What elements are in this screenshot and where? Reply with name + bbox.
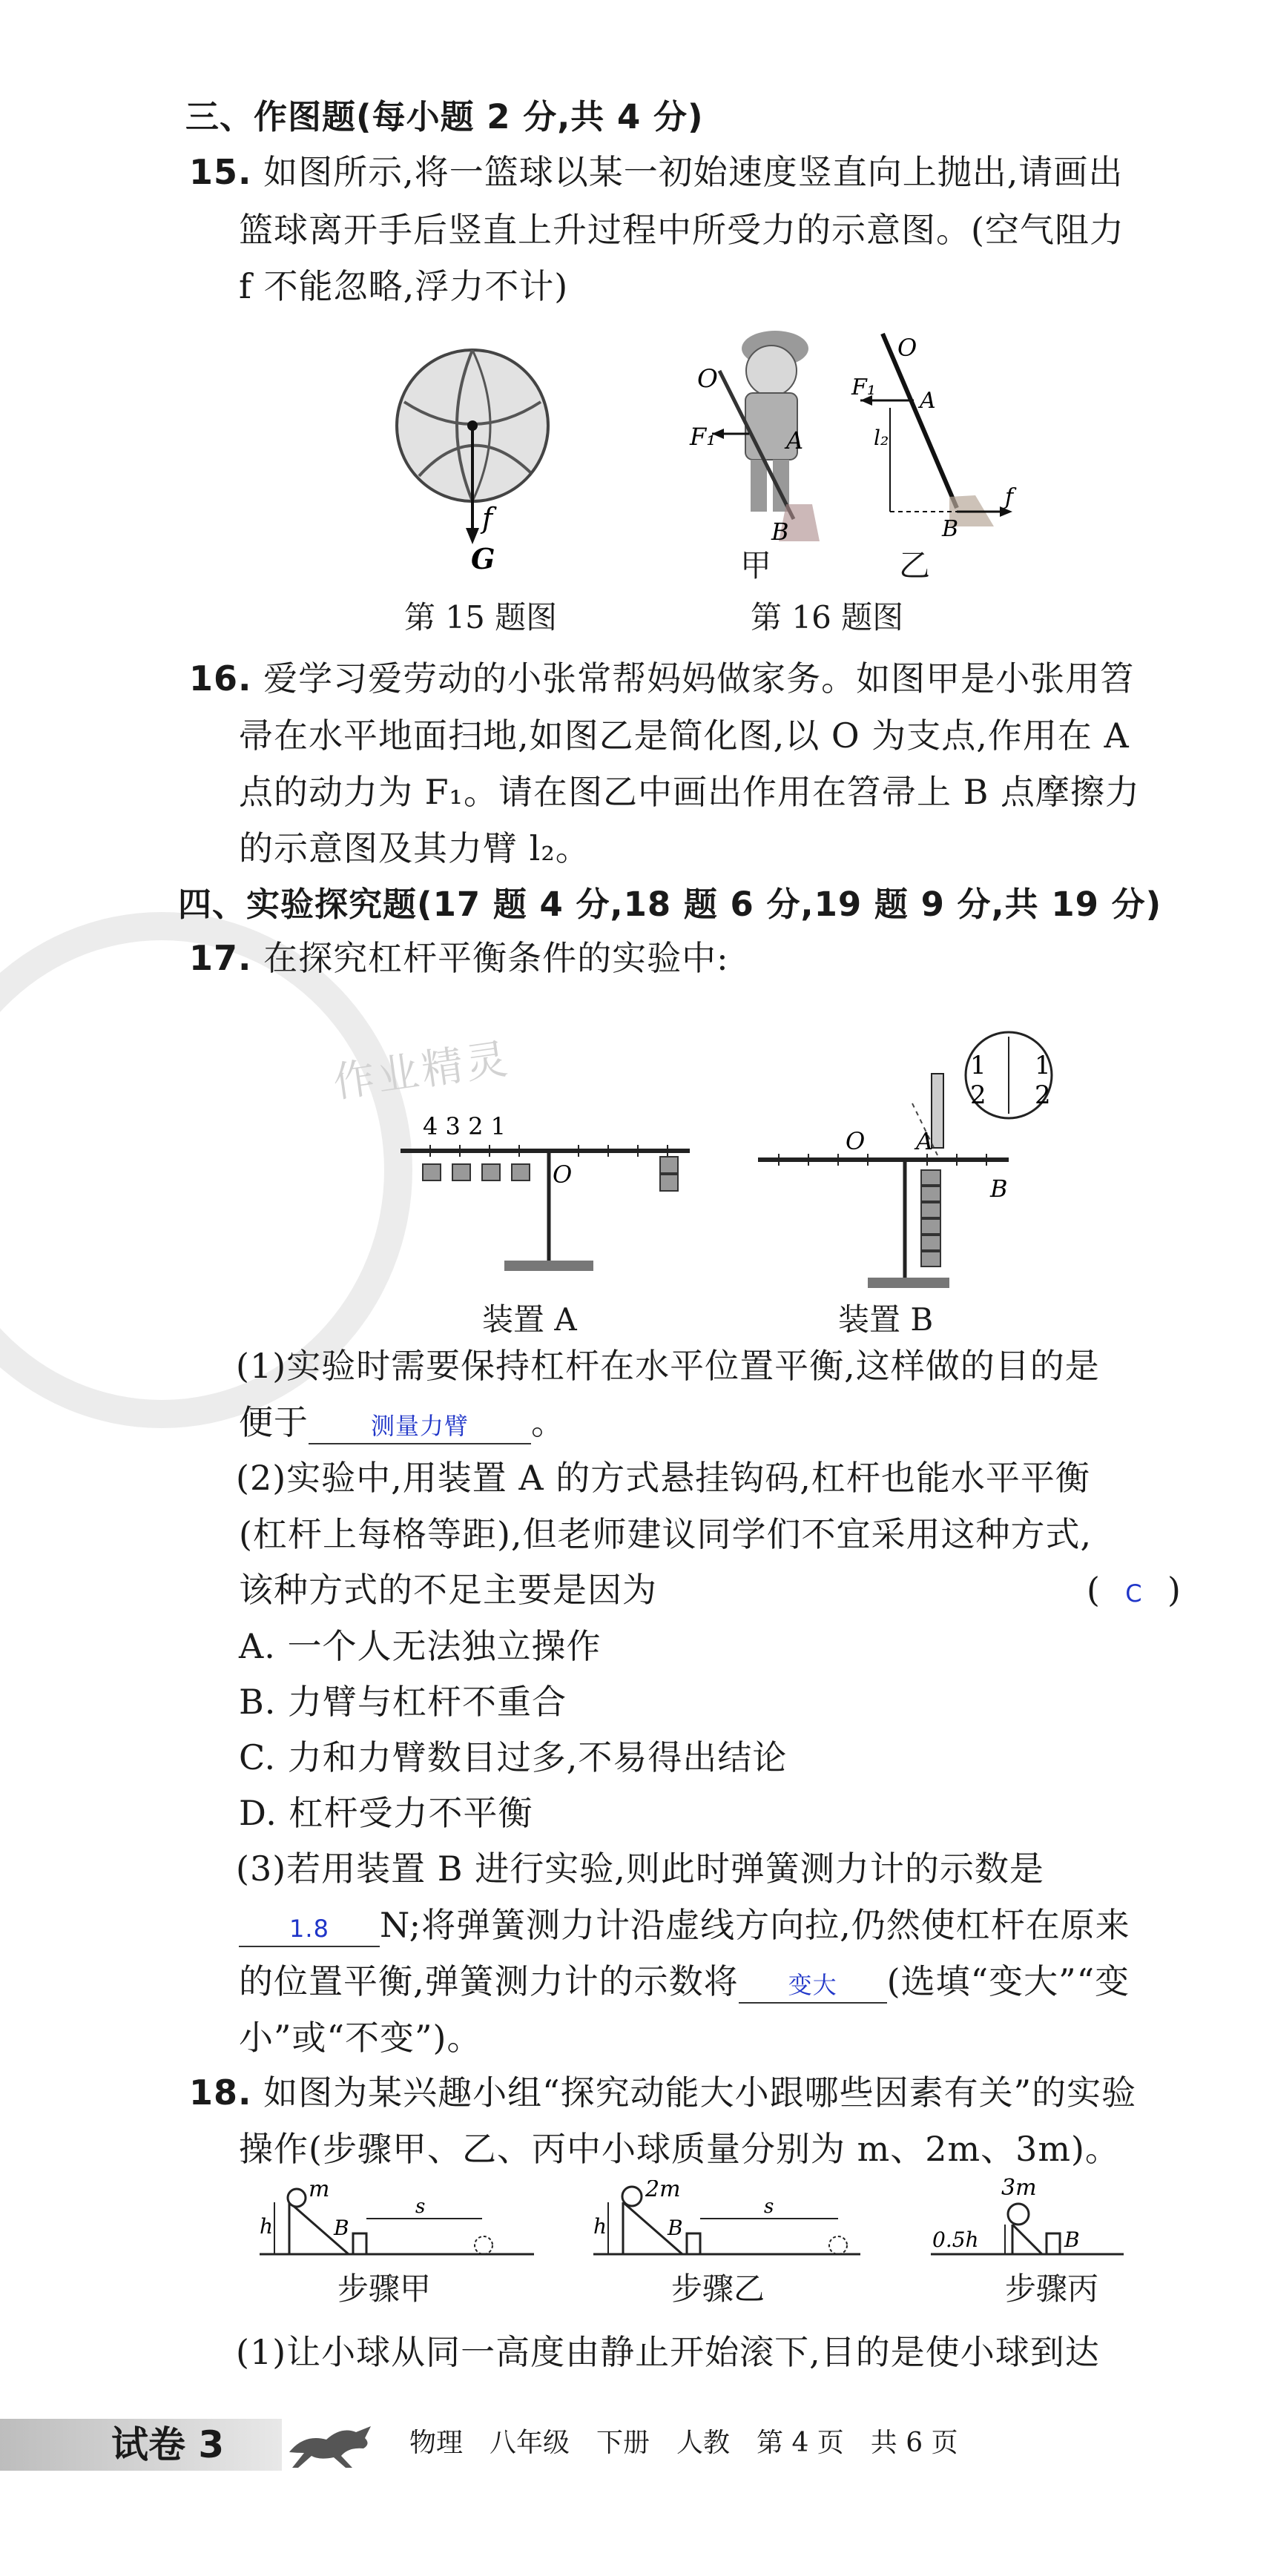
q17-part2-line3: 该种方式的不足主要是因为 <box>239 1570 657 1610</box>
q18-number: 18. <box>189 2073 252 2113</box>
step-bing-h: 0.5h <box>932 2227 979 2252</box>
fig16-sub-jia: 甲 <box>740 547 772 584</box>
step-jia-figure <box>260 2180 534 2262</box>
q18-text1: 如图为某兴趣小组“探究动能大小跟哪些因素有关”的实验 <box>263 2073 1137 2113</box>
lever-device-b <box>749 1029 1075 1296</box>
q17-part3-line1: (3)若用装置 B 进行实验,则此时弹簧测力计的示数是 <box>236 1849 1044 1889</box>
q17-part1-answer[interactable]: 测量力臂 <box>309 1409 531 1444</box>
step-yi-figure <box>593 2180 860 2262</box>
q17-part2-answer[interactable]: C <box>1125 1579 1143 1608</box>
q17-option-d: D. 杠杆受力不平衡 <box>239 1793 533 1833</box>
fig15-caption: 第 15 题图 <box>404 599 558 635</box>
fig15-label-G: G <box>471 542 495 575</box>
q17-option-b: B. 力臂与杠杆不重合 <box>239 1682 567 1722</box>
q18-line1 <box>189 2070 1136 2115</box>
step-bing-figure <box>931 2173 1124 2262</box>
section-heading-4: 四、实验探究题(17 题 4 分,18 题 6 分,19 题 9 分,共 19 分) <box>178 885 1162 924</box>
step-yi-mass: 2m <box>645 2180 681 2202</box>
q17-part3-answer2[interactable]: 变大 <box>739 1968 887 2004</box>
footer-info: 物理 八年级 下册 人教 第 4 页 共 6 页 <box>409 2428 958 2458</box>
step-bing-mass: 3m <box>1001 2175 1037 2201</box>
fig16a-label-B: B <box>771 518 789 541</box>
step-yi-B: B <box>668 2216 683 2240</box>
fig16b-label-f: f <box>1005 484 1014 510</box>
fig16b-label-F1: F₁ <box>851 374 876 400</box>
fig16b-label-l2: l₂ <box>874 426 889 450</box>
step-jia-mass: m <box>309 2180 330 2202</box>
q16-line3: 点的动力为 F₁。请在图乙中画出作用在笤帚上 B 点摩擦力 <box>239 772 1141 812</box>
q17-intro-text: 在探究杠杆平衡条件的实验中: <box>263 938 729 978</box>
fig16a-label-A: A <box>786 426 804 455</box>
device-b-label-B: B <box>990 1175 1008 1203</box>
q18-line2: 操作(步骤甲、乙、丙中小球质量分别为 m、2m、3m)。 <box>239 2129 1120 2169</box>
lever-device-a <box>386 1083 697 1290</box>
step-jia-h: h <box>260 2214 274 2239</box>
footer-paper-title: 试卷 3 <box>111 2423 225 2466</box>
step-bing-B: B <box>1064 2227 1080 2252</box>
scale-label-1-right: 1 <box>1035 1051 1051 1080</box>
fig16a-label-F1: F₁ <box>690 423 716 451</box>
broom-simplified-figure <box>846 326 1024 541</box>
q17-part3-line2: 1.8 N;将弹簧测力计沿虚线方向拉,仍然使杠杆在原来 <box>239 1903 1130 1947</box>
q17-option-a: A. 一个人无法独立操作 <box>239 1626 602 1666</box>
q17-intro <box>189 936 729 980</box>
step-jia-caption: 步骤甲 <box>337 2270 432 2307</box>
q15-line1 <box>189 150 1123 194</box>
q16-line4: 的示意图及其力臂 l₂。 <box>239 828 590 868</box>
q17-part3-line3: 的位置平衡,弹簧测力计的示数将 变大 (选填“变大”“变 <box>239 1959 1130 2004</box>
q17-part2-line1: (2)实验中,用装置 A 的方式悬挂钩码,杠杆也能水平平衡 <box>236 1458 1090 1498</box>
fig16-sub-yi: 乙 <box>899 547 931 584</box>
step-jia-s: s <box>415 2196 426 2218</box>
watermark-text: 作业精灵 <box>330 1034 513 1108</box>
fig16b-label-B: B <box>942 516 959 541</box>
device-a-numbers: 4 3 2 1 <box>423 1112 506 1140</box>
scale-label-1-left: 1 <box>970 1051 986 1080</box>
q15-text1: 如图所示,将一篮球以某一初始速度竖直向上抛出,请画出 <box>263 152 1124 192</box>
scale-label-2-left: 2 <box>970 1080 986 1110</box>
q17-part3-line4: 小”或“不变”)。 <box>239 2018 482 2058</box>
fig16b-label-A: A <box>920 388 936 414</box>
q17-part2-answer-slot: ( C ) <box>1087 1570 1182 1610</box>
step-jia-B: B <box>334 2216 349 2240</box>
q15-number: 15. <box>189 152 252 192</box>
q17-part1-line2: 便于 测量力臂 。 <box>239 1400 566 1444</box>
section-heading-3: 三、作图题(每小题 2 分,共 4 分) <box>185 97 704 136</box>
q15-line2: 篮球离开手后竖直上升过程中所受力的示意图。(空气阻力 <box>239 210 1124 250</box>
q16-number: 16. <box>189 658 252 699</box>
fig15-label-f: f <box>482 502 493 535</box>
q17-number: 17. <box>189 938 252 978</box>
q18-part1-line1: (1)让小球从同一高度由静止开始滚下,目的是使小球到达 <box>236 2332 1100 2372</box>
device-b-label-A: A <box>916 1127 934 1155</box>
q15-line3: f 不能忽略,浮力不计) <box>239 266 569 306</box>
q17-part2-line2: (杠杆上每格等距),但老师建议同学们不宜采用这种方式, <box>239 1514 1093 1554</box>
q17-part1-line1: (1)实验时需要保持杠杆在水平位置平衡,这样做的目的是 <box>236 1346 1100 1386</box>
fig16b-label-O: O <box>897 334 917 362</box>
fig16-caption: 第 16 题图 <box>751 599 904 635</box>
q16-line1 <box>189 656 1135 701</box>
device-b-caption: 装置 B <box>838 1301 934 1338</box>
device-a-caption: 装置 A <box>482 1301 577 1338</box>
sweeping-child-figure <box>682 319 831 541</box>
step-bing-caption: 步骤丙 <box>1005 2270 1099 2307</box>
device-b-label-O: O <box>846 1127 866 1155</box>
horse-logo-icon <box>282 2419 386 2471</box>
step-yi-caption: 步骤乙 <box>671 2270 765 2307</box>
step-yi-h: h <box>593 2214 607 2239</box>
q17-part3-answer1[interactable]: 1.8 <box>239 1912 380 1947</box>
device-a-label-O: O <box>553 1160 573 1189</box>
fig16a-label-O: O <box>697 364 718 394</box>
step-yi-s: s <box>764 2196 774 2218</box>
q16-line2: 帚在水平地面扫地,如图乙是简化图,以 O 为支点,作用在 A <box>239 716 1130 756</box>
scale-label-2-right: 2 <box>1035 1080 1051 1110</box>
basketball-figure <box>389 343 582 580</box>
q16-text1: 爱学习爱劳动的小张常帮妈妈做家务。如图甲是小张用笤 <box>263 658 1136 699</box>
q17-option-c: C. 力和力臂数目过多,不易得出结论 <box>239 1737 788 1777</box>
